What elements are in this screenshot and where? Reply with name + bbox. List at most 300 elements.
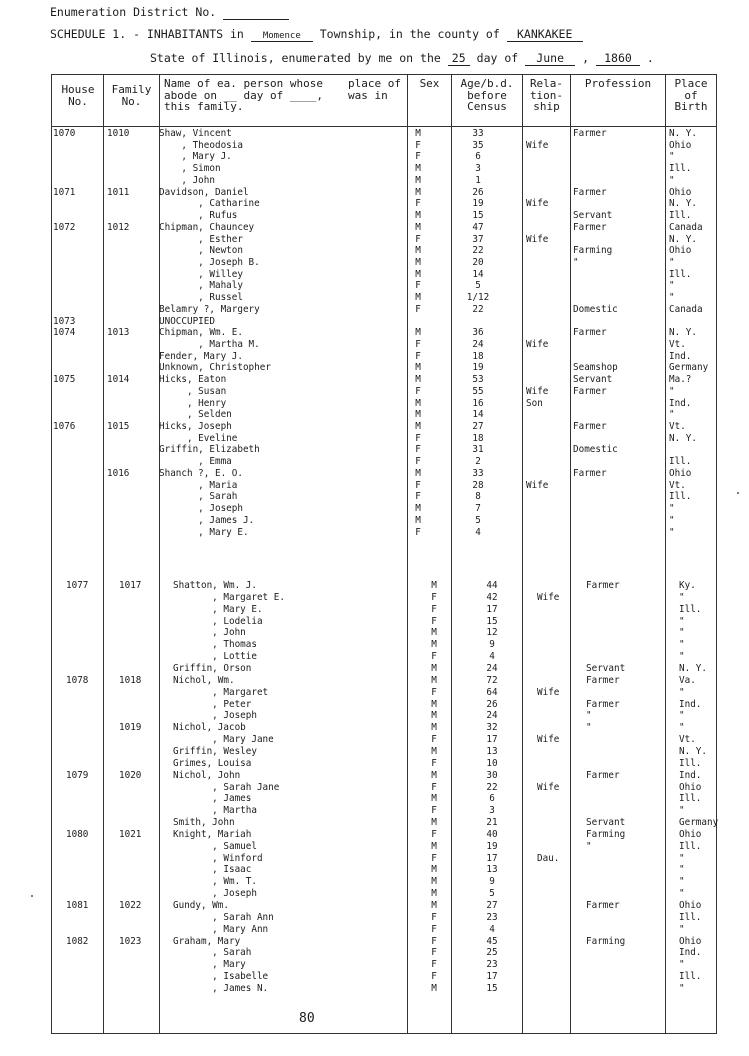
cell-person-name: , John [159,174,215,186]
cell-person-name: , Lottie [173,651,257,663]
table-header-divider [51,126,717,127]
cell-age: 7 [475,503,481,514]
cell-age: 45 [486,935,498,947]
cell-sex: M [431,864,437,876]
cell-age: 27 [486,900,498,911]
cell-sex: M [415,362,421,374]
column-divider [665,74,666,1034]
cell-age: 19 [472,362,484,374]
cell-person-name: , Mary E. [159,526,249,538]
cell-age: 32 [486,722,498,734]
cell-person-name: Griffin, Elizabeth [159,444,260,456]
cell-person-name: , Theodosia [159,139,243,151]
cell-sex: F [415,432,421,444]
cell-person-name: Chipman, Wm. E. [159,327,243,339]
cell-sex: F [415,198,421,210]
cell-place-of-birth: Ill. [669,456,692,468]
cell-age: 40 [486,828,498,840]
cell-relationship: Wife [526,385,549,397]
cell-place-of-birth: Ind. [679,947,702,959]
cell-person-name: , Emma [159,456,232,468]
cell-sex: M [415,256,421,268]
cell-place-of-birth: " [679,627,685,639]
cell-sex: M [415,409,421,421]
cell-sex: M [415,292,421,304]
cell-person-name: , Rufus [159,210,238,221]
cell-person-name: Smith, John [173,817,235,828]
cell-place-of-birth: N. Y. [669,128,697,139]
day-of-label: day of [476,51,519,65]
cell-person-name: Griffin, Wesley [173,745,257,757]
cell-relationship: Wife [537,781,560,793]
cell-profession: Farmer [573,385,607,397]
cell-person-name: Fender, Mary J. [159,350,243,362]
cell-sex: M [415,397,421,409]
cell-sex: M [431,876,437,888]
cell-age: 5 [489,888,495,900]
cell-sex: M [415,174,421,186]
cell-family-no: 1017 [119,580,142,591]
cell-person-name: , Samuel [173,840,257,852]
cell-place-of-birth: Ill. [669,163,692,175]
cell-sex: F [431,591,437,603]
cell-house-no: 1076 [53,421,76,432]
cell-age: 26 [486,698,498,710]
cell-place-of-birth: " [679,710,685,722]
cell-age: 36 [472,327,484,339]
cell-person-name: , Sarah Ann [173,911,274,923]
cell-person-name: , Peter [173,698,252,710]
cell-sex: F [431,959,437,971]
cell-house-no: 1072 [53,221,76,233]
cell-person-name: Hicks, Joseph [159,421,232,432]
comma: , [582,51,590,65]
cell-sex: M [431,580,437,591]
cell-sex: F [415,479,421,491]
cell-person-name: Grimes, Louisa [173,757,252,769]
cell-family-no: 1016 [107,467,130,479]
cell-person-name: , Joseph [159,503,243,514]
cell-sex: F [415,491,421,503]
column-divider [51,74,52,1034]
cell-age: 33 [472,467,484,479]
cell-age: 31 [472,444,484,456]
cell-person-name: Nichol, Wm. [173,674,235,686]
column-header-place-of-birth: Place of Birth [674,77,708,113]
cell-age: 4 [489,923,495,935]
cell-house-no: 1071 [53,186,76,198]
cell-relationship: Son [526,397,543,409]
cell-profession: Domestic [573,444,618,456]
cell-person-name: , Martha [173,805,257,817]
cell-place-of-birth: N. Y. [679,745,707,757]
cell-sex: M [415,210,421,221]
cell-sex: M [415,374,421,386]
cell-place-of-birth: " [669,151,675,163]
cell-sex: F [431,757,437,769]
cell-sex: F [431,923,437,935]
scan-speck [31,895,33,897]
cell-profession: Servant [573,210,613,221]
cell-profession: " [586,840,592,852]
cell-family-no: 1019 [119,722,142,734]
period: . [646,51,654,65]
cell-person-name: , Catharine [159,198,260,210]
cell-place-of-birth: N. Y. [679,663,707,674]
cell-person-name: Nichol, John [173,769,241,781]
cell-person-name: , James [173,793,252,805]
cell-place-of-birth: Ohio [669,467,692,479]
cell-place-of-birth: Ohio [679,935,702,947]
cell-age: 28 [472,479,484,491]
cell-sex: M [431,793,437,805]
cell-person-name: , Margaret E. [173,591,285,603]
cell-place-of-birth: Ma.? [669,374,692,386]
cell-sex: M [415,467,421,479]
cell-place-of-birth: Va. [679,674,696,686]
cell-person-name: Unknown, Christopher [159,362,271,374]
cell-age: 17 [486,852,498,864]
cell-sex: F [431,781,437,793]
cell-age: 55 [472,385,484,397]
enumeration-district-line [50,5,289,20]
cell-profession: Farming [586,828,626,840]
cell-person-name: , Eveline [159,432,238,444]
state-label: State of Illinois, enumerated by me on the [150,51,441,65]
cell-place-of-birth: " [669,385,675,397]
cell-age: 37 [472,233,484,245]
cell-profession: Farmer [573,467,607,479]
cell-age: 19 [486,840,498,852]
county-name: KANKAKEE [507,27,583,42]
column-header-sex: Sex [419,77,440,90]
scan-speck [737,492,739,494]
column-header-place: place of was in [348,77,401,102]
cell-family-no: 1012 [107,221,130,233]
cell-place-of-birth: N. Y. [669,432,697,444]
cell-family-no: 1011 [107,186,130,198]
cell-age: 15 [486,615,498,627]
cell-profession: Servant [573,374,613,386]
cell-sex: F [431,603,437,615]
cell-age: 2 [475,456,481,468]
column-header-house-no: House No. [61,83,95,108]
cell-age: 27 [472,421,484,432]
cell-sex: M [415,163,421,175]
column-header-family-no: Family No. [111,83,152,108]
cell-sex: F [431,852,437,864]
cell-profession: Farmer [573,421,607,432]
cell-relationship: Wife [537,734,560,745]
cell-place-of-birth: Ill. [679,603,702,615]
cell-person-name: Belamry ?, Margery [159,303,260,315]
cell-sex: M [415,268,421,280]
schedule-line [50,27,583,42]
cell-age: 3 [489,805,495,817]
cell-person-name: , Selden [159,409,232,421]
cell-age: 21 [486,817,498,828]
cell-person-name: , Newton [159,245,243,257]
cell-place-of-birth: Vt. [669,421,686,432]
cell-profession: Farmer [573,128,607,139]
cell-sex: F [431,828,437,840]
cell-sex: F [415,350,421,362]
census-table [51,74,717,1034]
cell-person-name: Chipman, Chauncey [159,221,255,233]
cell-place-of-birth: Ohio [669,245,692,257]
cell-relationship: Wife [526,479,549,491]
cell-person-name: , Mary Jane [173,734,274,745]
cell-sex: F [415,233,421,245]
cell-place-of-birth: " [679,888,685,900]
cell-sex: F [431,651,437,663]
cell-relationship: Wife [526,198,549,210]
cell-person-name: , Margaret [173,686,269,698]
cell-place-of-birth: Ind. [679,769,702,781]
cell-age: 9 [489,639,495,651]
cell-age: 1/12 [466,292,490,304]
cell-place-of-birth: Germany [679,817,719,828]
column-header-name: Name of ea. person whose abode on __ day of ____, this family. [164,77,323,113]
cell-person-name: , Henry [159,397,227,409]
cell-age: 23 [486,959,498,971]
cell-place-of-birth: Ohio [669,186,692,198]
cell-sex: M [431,710,437,722]
cell-sex: F [415,456,421,468]
cell-sex: M [431,769,437,781]
cell-age: 72 [486,674,498,686]
census-year: 1860 [596,51,640,66]
cell-sex: M [431,817,437,828]
cell-person-name: , Mary E. [173,603,263,615]
cell-place-of-birth: " [679,615,685,627]
cell-sex: M [431,698,437,710]
cell-person-name: , Mahaly [159,280,243,292]
cell-place-of-birth: Ind. [679,698,702,710]
cell-family-no: 1013 [107,327,130,339]
cell-age: 18 [472,432,484,444]
cell-place-of-birth: Canada [669,221,703,233]
table-bottom-border [51,1033,717,1034]
cell-person-name: Shanch ?, E. O. [159,467,243,479]
census-day: 25 [448,51,470,66]
cell-age: 13 [486,745,498,757]
cell-person-name: Knight, Mariah [173,828,252,840]
cell-age: 20 [472,256,484,268]
cell-relationship: Dau. [537,852,560,864]
cell-place-of-birth: Ill. [679,840,702,852]
cell-age: 1 [475,174,481,186]
cell-place-of-birth: " [679,982,685,994]
cell-family-no: 1021 [119,828,142,840]
cell-sex: F [415,385,421,397]
cell-relationship: Wife [537,591,560,603]
cell-place-of-birth: Ohio [679,781,702,793]
cell-place-of-birth: Ind. [669,397,692,409]
census-month: June [525,51,575,66]
cell-place-of-birth: " [669,409,675,421]
cell-age: 47 [472,221,484,233]
cell-house-no: 1080 [66,828,89,840]
cell-person-name: Nichol, Jacob [173,722,246,734]
cell-place-of-birth: " [679,959,685,971]
cell-place-of-birth: " [679,876,685,888]
column-divider [407,74,408,1034]
cell-age: 4 [489,651,495,663]
cell-person-name: , Sarah [159,491,238,503]
cell-house-no: 1082 [66,935,89,947]
cell-place-of-birth: Vt. [679,734,696,745]
cell-person-name: Griffin, Orson [173,663,252,674]
cell-sex: M [431,888,437,900]
enumeration-district-label: Enumeration District No. [50,5,217,19]
cell-place-of-birth: " [679,639,685,651]
table-top-border [51,74,717,75]
cell-age: 35 [472,139,484,151]
cell-place-of-birth: Vt. [669,339,686,350]
cell-sex: F [415,526,421,538]
cell-age: 14 [472,268,484,280]
cell-family-no: 1018 [119,674,142,686]
cell-profession: Domestic [573,303,618,315]
cell-age: 22 [472,303,484,315]
cell-sex: M [431,840,437,852]
cell-profession: Farming [573,245,613,257]
cell-person-name: , Martha M. [159,339,260,350]
column-header-relationship: Rela- tion- ship [529,77,564,113]
cell-age: 9 [489,876,495,888]
cell-age: 17 [486,971,498,982]
cell-sex: M [415,503,421,514]
cell-sex: M [431,639,437,651]
cell-age: 19 [472,198,484,210]
cell-age: 3 [475,163,481,175]
cell-place-of-birth: Ky. [679,580,696,591]
cell-place-of-birth: N. Y. [669,198,697,210]
cell-profession: Farmer [586,580,620,591]
cell-person-name: , Joseph B. [159,256,260,268]
cell-person-name: , Thomas [173,639,257,651]
cell-place-of-birth: " [669,526,675,538]
cell-relationship: Wife [526,233,549,245]
cell-age: 5 [475,514,481,526]
cell-sex: M [431,982,437,994]
cell-profession: Farmer [586,698,620,710]
cell-age: 25 [486,947,498,959]
cell-sex: M [415,514,421,526]
cell-person-name: , Sarah [173,947,252,959]
state-line [150,51,654,66]
cell-place-of-birth: " [679,923,685,935]
cell-sex: M [415,128,421,139]
cell-person-name: , Lodelia [173,615,263,627]
cell-sex: F [415,280,421,292]
cell-house-no: 1079 [66,769,89,781]
cell-sex: F [431,947,437,959]
cell-profession: Farmer [573,327,607,339]
cell-place-of-birth: Ill. [679,971,702,982]
cell-place-of-birth: " [669,514,675,526]
cell-sex: F [431,935,437,947]
cell-place-of-birth: " [669,503,675,514]
cell-age: 24 [486,710,498,722]
cell-place-of-birth: " [679,852,685,864]
cell-profession: Seamshop [573,362,618,374]
cell-place-of-birth: Ind. [669,350,692,362]
cell-person-name: , Wm. T. [173,876,257,888]
cell-age: 8 [475,491,481,503]
cell-house-no: 1073 [53,315,76,327]
cell-profession: Farming [586,935,626,947]
cell-sex: F [415,139,421,151]
cell-house-no: 1074 [53,327,76,339]
cell-place-of-birth: " [669,292,675,304]
cell-person-name: , James N. [173,982,269,994]
cell-age: 42 [486,591,498,603]
cell-age: 4 [475,526,481,538]
cell-sex: M [415,327,421,339]
township-label: Township, in the county of [319,27,500,41]
cell-house-no: 1075 [53,374,76,386]
cell-family-no: 1014 [107,374,130,386]
cell-person-name: , Esther [159,233,243,245]
cell-age: 15 [486,982,498,994]
cell-person-name: , Mary J. [159,151,232,163]
cell-age: 44 [486,580,498,591]
cell-age: 10 [486,757,498,769]
cell-place-of-birth: Ill. [669,210,692,221]
cell-profession: Servant [586,663,626,674]
cell-person-name: , Mary [173,959,246,971]
cell-age: 16 [472,397,484,409]
enumeration-district-blank [223,5,289,20]
cell-age: 17 [486,603,498,615]
cell-place-of-birth: " [679,686,685,698]
cell-place-of-birth: " [679,805,685,817]
cell-sex: F [415,444,421,456]
cell-place-of-birth: Ill. [669,491,692,503]
cell-sex: F [431,971,437,982]
cell-family-no: 1020 [119,769,142,781]
cell-place-of-birth: Ill. [679,911,702,923]
cell-sex: F [431,734,437,745]
cell-sex: F [431,615,437,627]
cell-person-name: , Isaac [173,864,252,876]
cell-age: 15 [472,210,484,221]
cell-profession: Farmer [586,769,620,781]
cell-age: 18 [472,350,484,362]
cell-person-name: Shatton, Wm. J. [173,580,257,591]
cell-sex: F [415,303,421,315]
cell-sex: M [431,722,437,734]
cell-sex: F [415,151,421,163]
cell-place-of-birth: Germany [669,362,709,374]
cell-person-name: Davidson, Daniel [159,186,249,198]
cell-person-name: , Winford [173,852,263,864]
cell-person-name: Hicks, Eaton [159,374,227,386]
cell-age: 64 [486,686,498,698]
cell-age: 13 [486,864,498,876]
cell-person-name: , Joseph [173,888,257,900]
cell-house-no: 1077 [66,580,89,591]
cell-place-of-birth: Ohio [679,900,702,911]
cell-profession: Farmer [586,900,620,911]
cell-age: 22 [486,781,498,793]
cell-family-no: 1023 [119,935,142,947]
cell-person-name: , John [173,627,246,639]
cell-person-name: Shaw, Vincent [159,128,232,139]
cell-person-name: , Joseph [173,710,257,722]
